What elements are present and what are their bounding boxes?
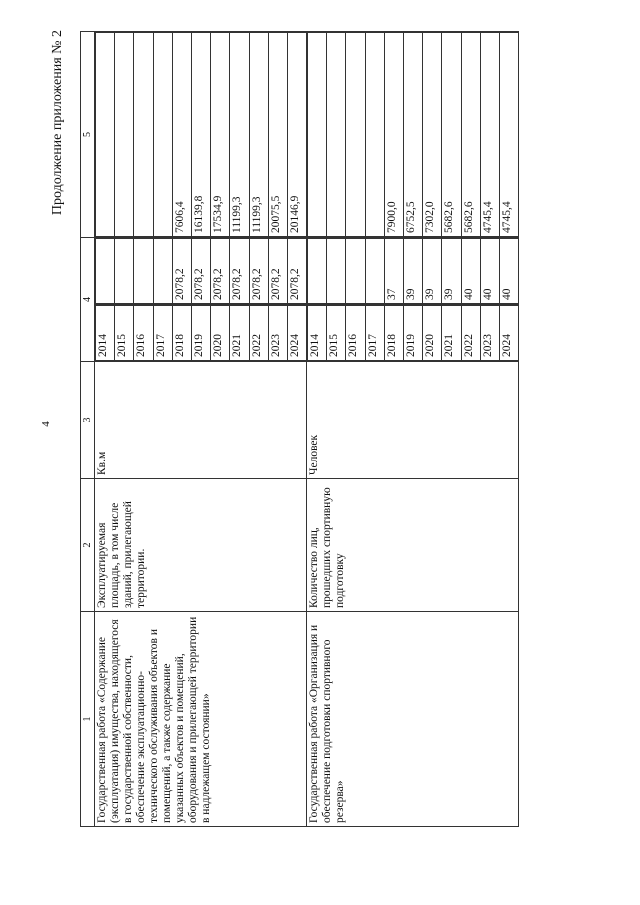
data-value bbox=[365, 239, 384, 304]
header-col-4: 4 bbox=[81, 238, 95, 362]
data-value bbox=[365, 33, 384, 237]
data-value: 7900,0 bbox=[384, 33, 403, 237]
year-value: 2023 bbox=[480, 306, 499, 361]
year-value: 2018 bbox=[172, 306, 191, 361]
appendix-title: Продолжение приложения № 2 bbox=[50, 30, 65, 216]
table-row bbox=[307, 32, 519, 827]
year-value: 2020 bbox=[423, 306, 442, 361]
value-col5-cell bbox=[95, 32, 307, 238]
data-value: 6752,5 bbox=[404, 33, 423, 237]
table-header-row bbox=[81, 32, 95, 827]
year-value: 2020 bbox=[211, 306, 230, 361]
col5-list bbox=[307, 32, 518, 237]
data-value: 20075,5 bbox=[268, 33, 287, 237]
data-value bbox=[134, 239, 153, 304]
work-description-cell: Государственная работа «Организация и обеспечение подготовки спортивного резерва» bbox=[307, 612, 519, 827]
data-value: 2078,2 bbox=[191, 239, 210, 304]
data-value: 7606,4 bbox=[172, 33, 191, 237]
year-value: 2014 bbox=[308, 306, 327, 361]
data-value: 39 bbox=[442, 239, 461, 304]
data-value: 2078,2 bbox=[249, 239, 268, 304]
data-value: 4745,4 bbox=[499, 33, 518, 237]
data-value bbox=[115, 33, 134, 237]
data-value bbox=[346, 239, 365, 304]
page-number: 4 bbox=[40, 421, 52, 427]
year-value: 2017 bbox=[365, 306, 384, 361]
year-value: 2024 bbox=[287, 306, 306, 361]
year-value: 2022 bbox=[249, 306, 268, 361]
data-value bbox=[153, 33, 172, 237]
year-value: 2022 bbox=[461, 306, 480, 361]
data-value bbox=[96, 33, 115, 237]
data-value bbox=[308, 33, 327, 237]
year-value: 2016 bbox=[346, 306, 365, 361]
data-value: 11199,3 bbox=[230, 33, 249, 237]
data-value: 2078,2 bbox=[287, 239, 306, 304]
data-value bbox=[327, 33, 346, 237]
data-value: 2078,2 bbox=[172, 239, 191, 304]
work-indicators-table bbox=[80, 31, 519, 827]
data-value: 2078,2 bbox=[230, 239, 249, 304]
year-value: 2018 bbox=[384, 306, 403, 361]
data-value: 40 bbox=[499, 239, 518, 304]
header-col-2: 2 bbox=[81, 479, 95, 612]
data-value bbox=[134, 33, 153, 237]
work-description-cell: Государственная работа «Содержание (эксплуатация) имущества, находящегося в государственной собственности, обеспечение эксплуатационно-технического обслуживания объектов и помещений, а также содержание указанных объектов и помещений, оборудования и прилегающей территории в надлежащем состоянии» bbox=[95, 612, 307, 827]
year-value: 2019 bbox=[191, 306, 210, 361]
year-value: 2016 bbox=[134, 306, 153, 361]
indicator-name-cell: Количество лиц, прошедших спортивную подготовку bbox=[307, 479, 519, 612]
unit-cell: Человек bbox=[307, 362, 519, 479]
value-col4-cell bbox=[95, 238, 307, 305]
data-value: 37 bbox=[384, 239, 403, 304]
data-value bbox=[153, 239, 172, 304]
indicator-name-cell: Эксплуатируемая площадь, в том числе зданий, прилегающей территории. bbox=[95, 479, 307, 612]
table-rotated-wrapper bbox=[80, 32, 576, 827]
unit-cell: Кв.м bbox=[95, 362, 307, 479]
data-value: 5682,6 bbox=[461, 33, 480, 237]
col4-list bbox=[307, 238, 518, 304]
data-value: 40 bbox=[461, 239, 480, 304]
data-value: 5682,6 bbox=[442, 33, 461, 237]
data-value: 2078,2 bbox=[211, 239, 230, 304]
year-value: 2017 bbox=[153, 306, 172, 361]
year-value: 2024 bbox=[499, 306, 518, 361]
data-value bbox=[327, 239, 346, 304]
data-value: 20146,9 bbox=[287, 33, 306, 237]
data-value: 16139,8 bbox=[191, 33, 210, 237]
data-value: 11199,3 bbox=[249, 33, 268, 237]
table-row bbox=[95, 32, 307, 827]
years-list bbox=[95, 305, 306, 361]
header-col-5: 5 bbox=[81, 32, 95, 238]
value-col4-cell bbox=[307, 238, 519, 305]
data-value: 7302,0 bbox=[423, 33, 442, 237]
data-value bbox=[346, 33, 365, 237]
data-value: 17534,9 bbox=[211, 33, 230, 237]
data-value bbox=[308, 239, 327, 304]
value-col5-cell bbox=[307, 32, 519, 238]
year-value: 2023 bbox=[268, 306, 287, 361]
data-value: 39 bbox=[404, 239, 423, 304]
data-value: 4745,4 bbox=[480, 33, 499, 237]
years-cell bbox=[95, 305, 307, 362]
year-value: 2021 bbox=[442, 306, 461, 361]
year-value: 2019 bbox=[404, 306, 423, 361]
header-col-1: 1 bbox=[81, 612, 95, 827]
years-list bbox=[307, 305, 518, 361]
data-value: 39 bbox=[423, 239, 442, 304]
col5-list bbox=[95, 32, 306, 237]
data-value bbox=[96, 239, 115, 304]
year-value: 2014 bbox=[96, 306, 115, 361]
years-cell bbox=[307, 305, 519, 362]
header-col-3: 3 bbox=[81, 362, 95, 479]
data-value: 40 bbox=[480, 239, 499, 304]
data-value bbox=[115, 239, 134, 304]
col4-list bbox=[95, 238, 306, 304]
year-value: 2021 bbox=[230, 306, 249, 361]
data-value: 2078,2 bbox=[268, 239, 287, 304]
year-value: 2015 bbox=[115, 306, 134, 361]
year-value: 2015 bbox=[327, 306, 346, 361]
